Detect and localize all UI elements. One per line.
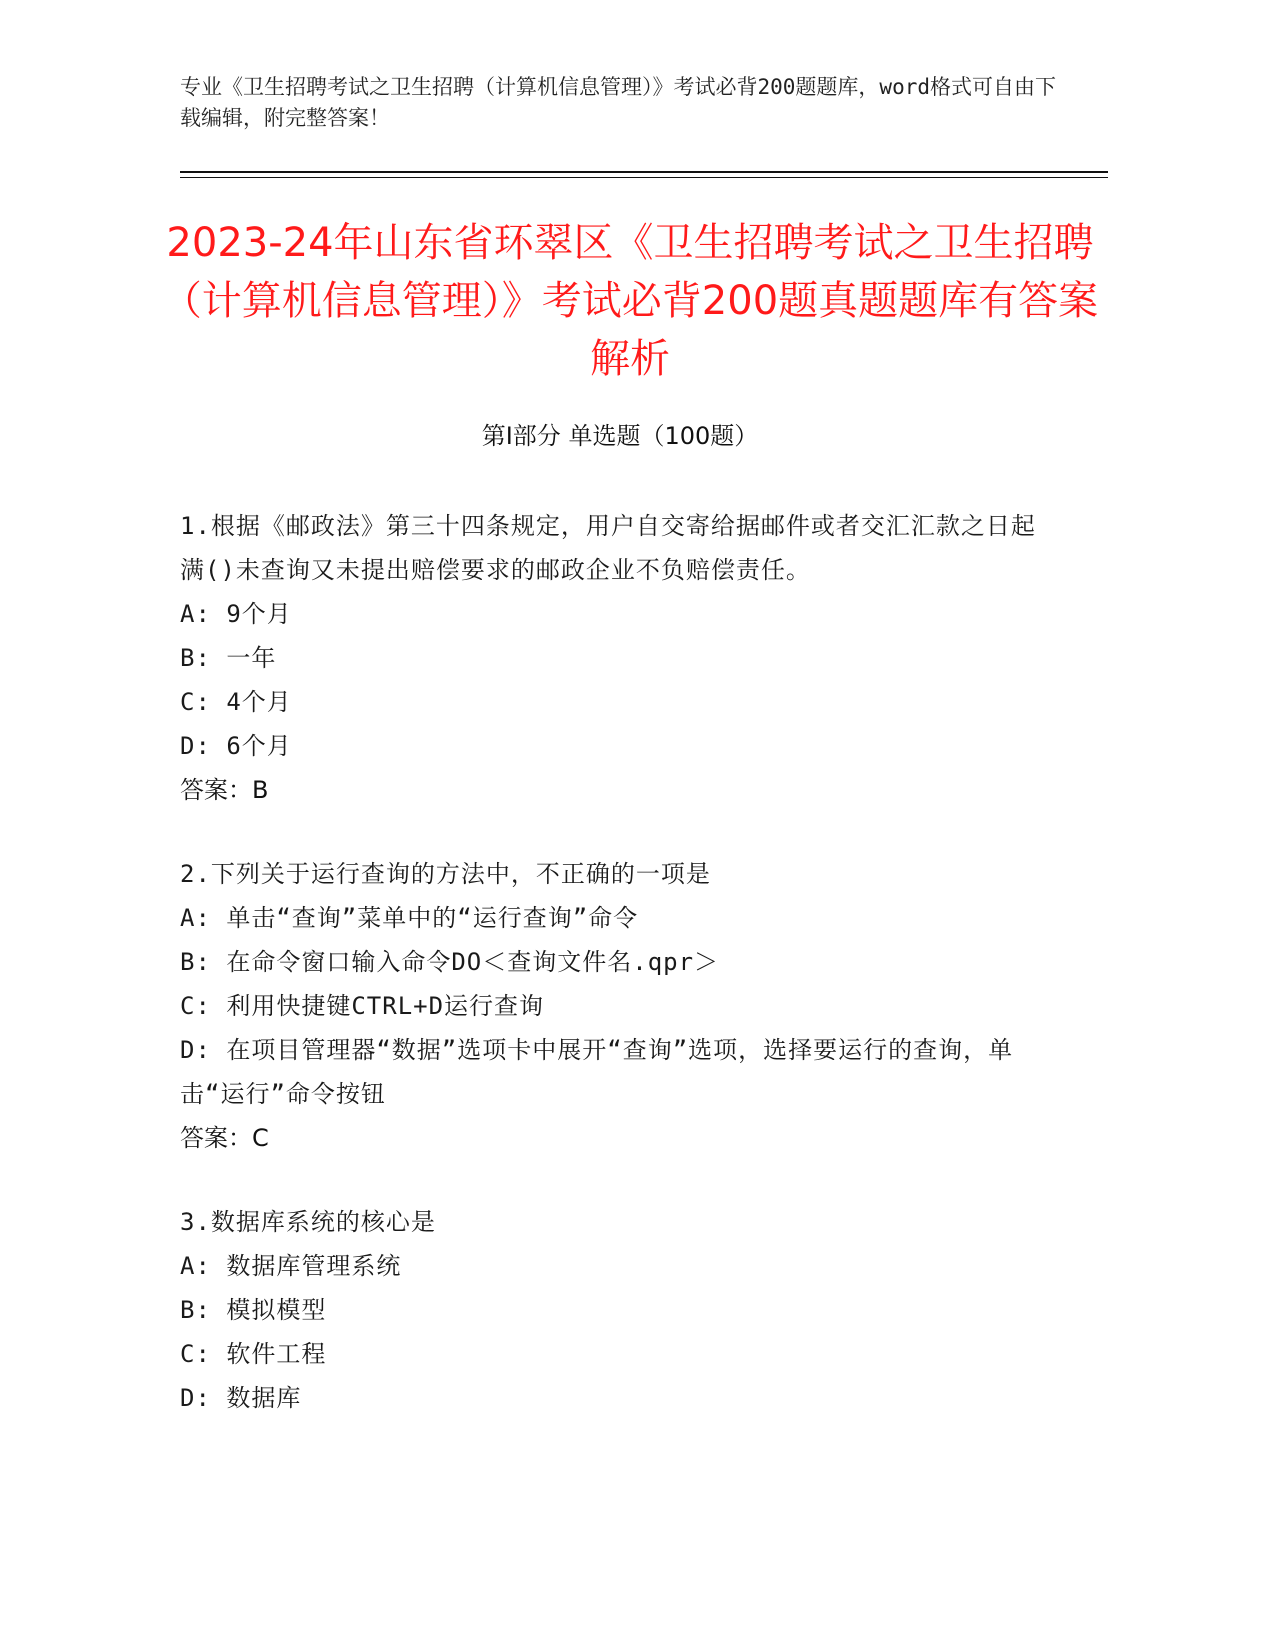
option-c: C: 软件工程 xyxy=(180,1340,327,1368)
question-3 xyxy=(180,1200,1060,1420)
header-rule-thin xyxy=(180,177,1108,178)
question-stem: 3.数据库系统的核心是 xyxy=(180,1208,436,1236)
document-title: 2023-24年山东省环翠区《卫生招聘考试之卫生招聘（计算机信息管理）》考试必背200题真题题库有答案解析 xyxy=(161,220,1099,382)
option-d: D: 6个月 xyxy=(180,732,292,760)
answer-line: 答案：C xyxy=(180,1124,269,1152)
answer-line: 答案：B xyxy=(180,776,269,804)
header-rule-thick xyxy=(180,171,1108,173)
question-stem: 1.根据《邮政法》第三十四条规定，用户自交寄给据邮件或者交汇汇款之日起满()未查询又未提出赔偿要求的邮政企业不负赔偿责任。 xyxy=(180,512,1036,584)
option-b: B: 模拟模型 xyxy=(180,1296,327,1324)
option-c: C: 4个月 xyxy=(180,688,292,716)
option-b: B: 一年 xyxy=(180,644,277,672)
option-d: D: 数据库 xyxy=(180,1384,302,1412)
question-1 xyxy=(180,504,1060,812)
section-heading: 第I部分 单选题（100题） xyxy=(481,422,759,450)
option-b: B: 在命令窗口输入命令DO＜查询文件名.qpr＞ xyxy=(180,948,720,976)
option-d: D: 在项目管理器“数据”选项卡中展开“查询”选项，选择要运行的查询，单击“运行”命令按钮 xyxy=(180,1036,1014,1108)
option-a: A: 9个月 xyxy=(180,600,292,628)
question-stem: 2.下列关于运行查询的方法中，不正确的一项是 xyxy=(180,860,711,888)
option-a: A: 数据库管理系统 xyxy=(180,1252,402,1280)
question-2 xyxy=(180,852,1060,1160)
option-c: C: 利用快捷键CTRL+D运行查询 xyxy=(180,992,545,1020)
header-note: 专业《卫生招聘考试之卫生招聘（计算机信息管理）》考试必背200题题库，word格式可自由下载编辑，附完整答案！ xyxy=(180,75,1056,130)
option-a: A: 单击“查询”菜单中的“运行查询”命令 xyxy=(180,904,639,932)
